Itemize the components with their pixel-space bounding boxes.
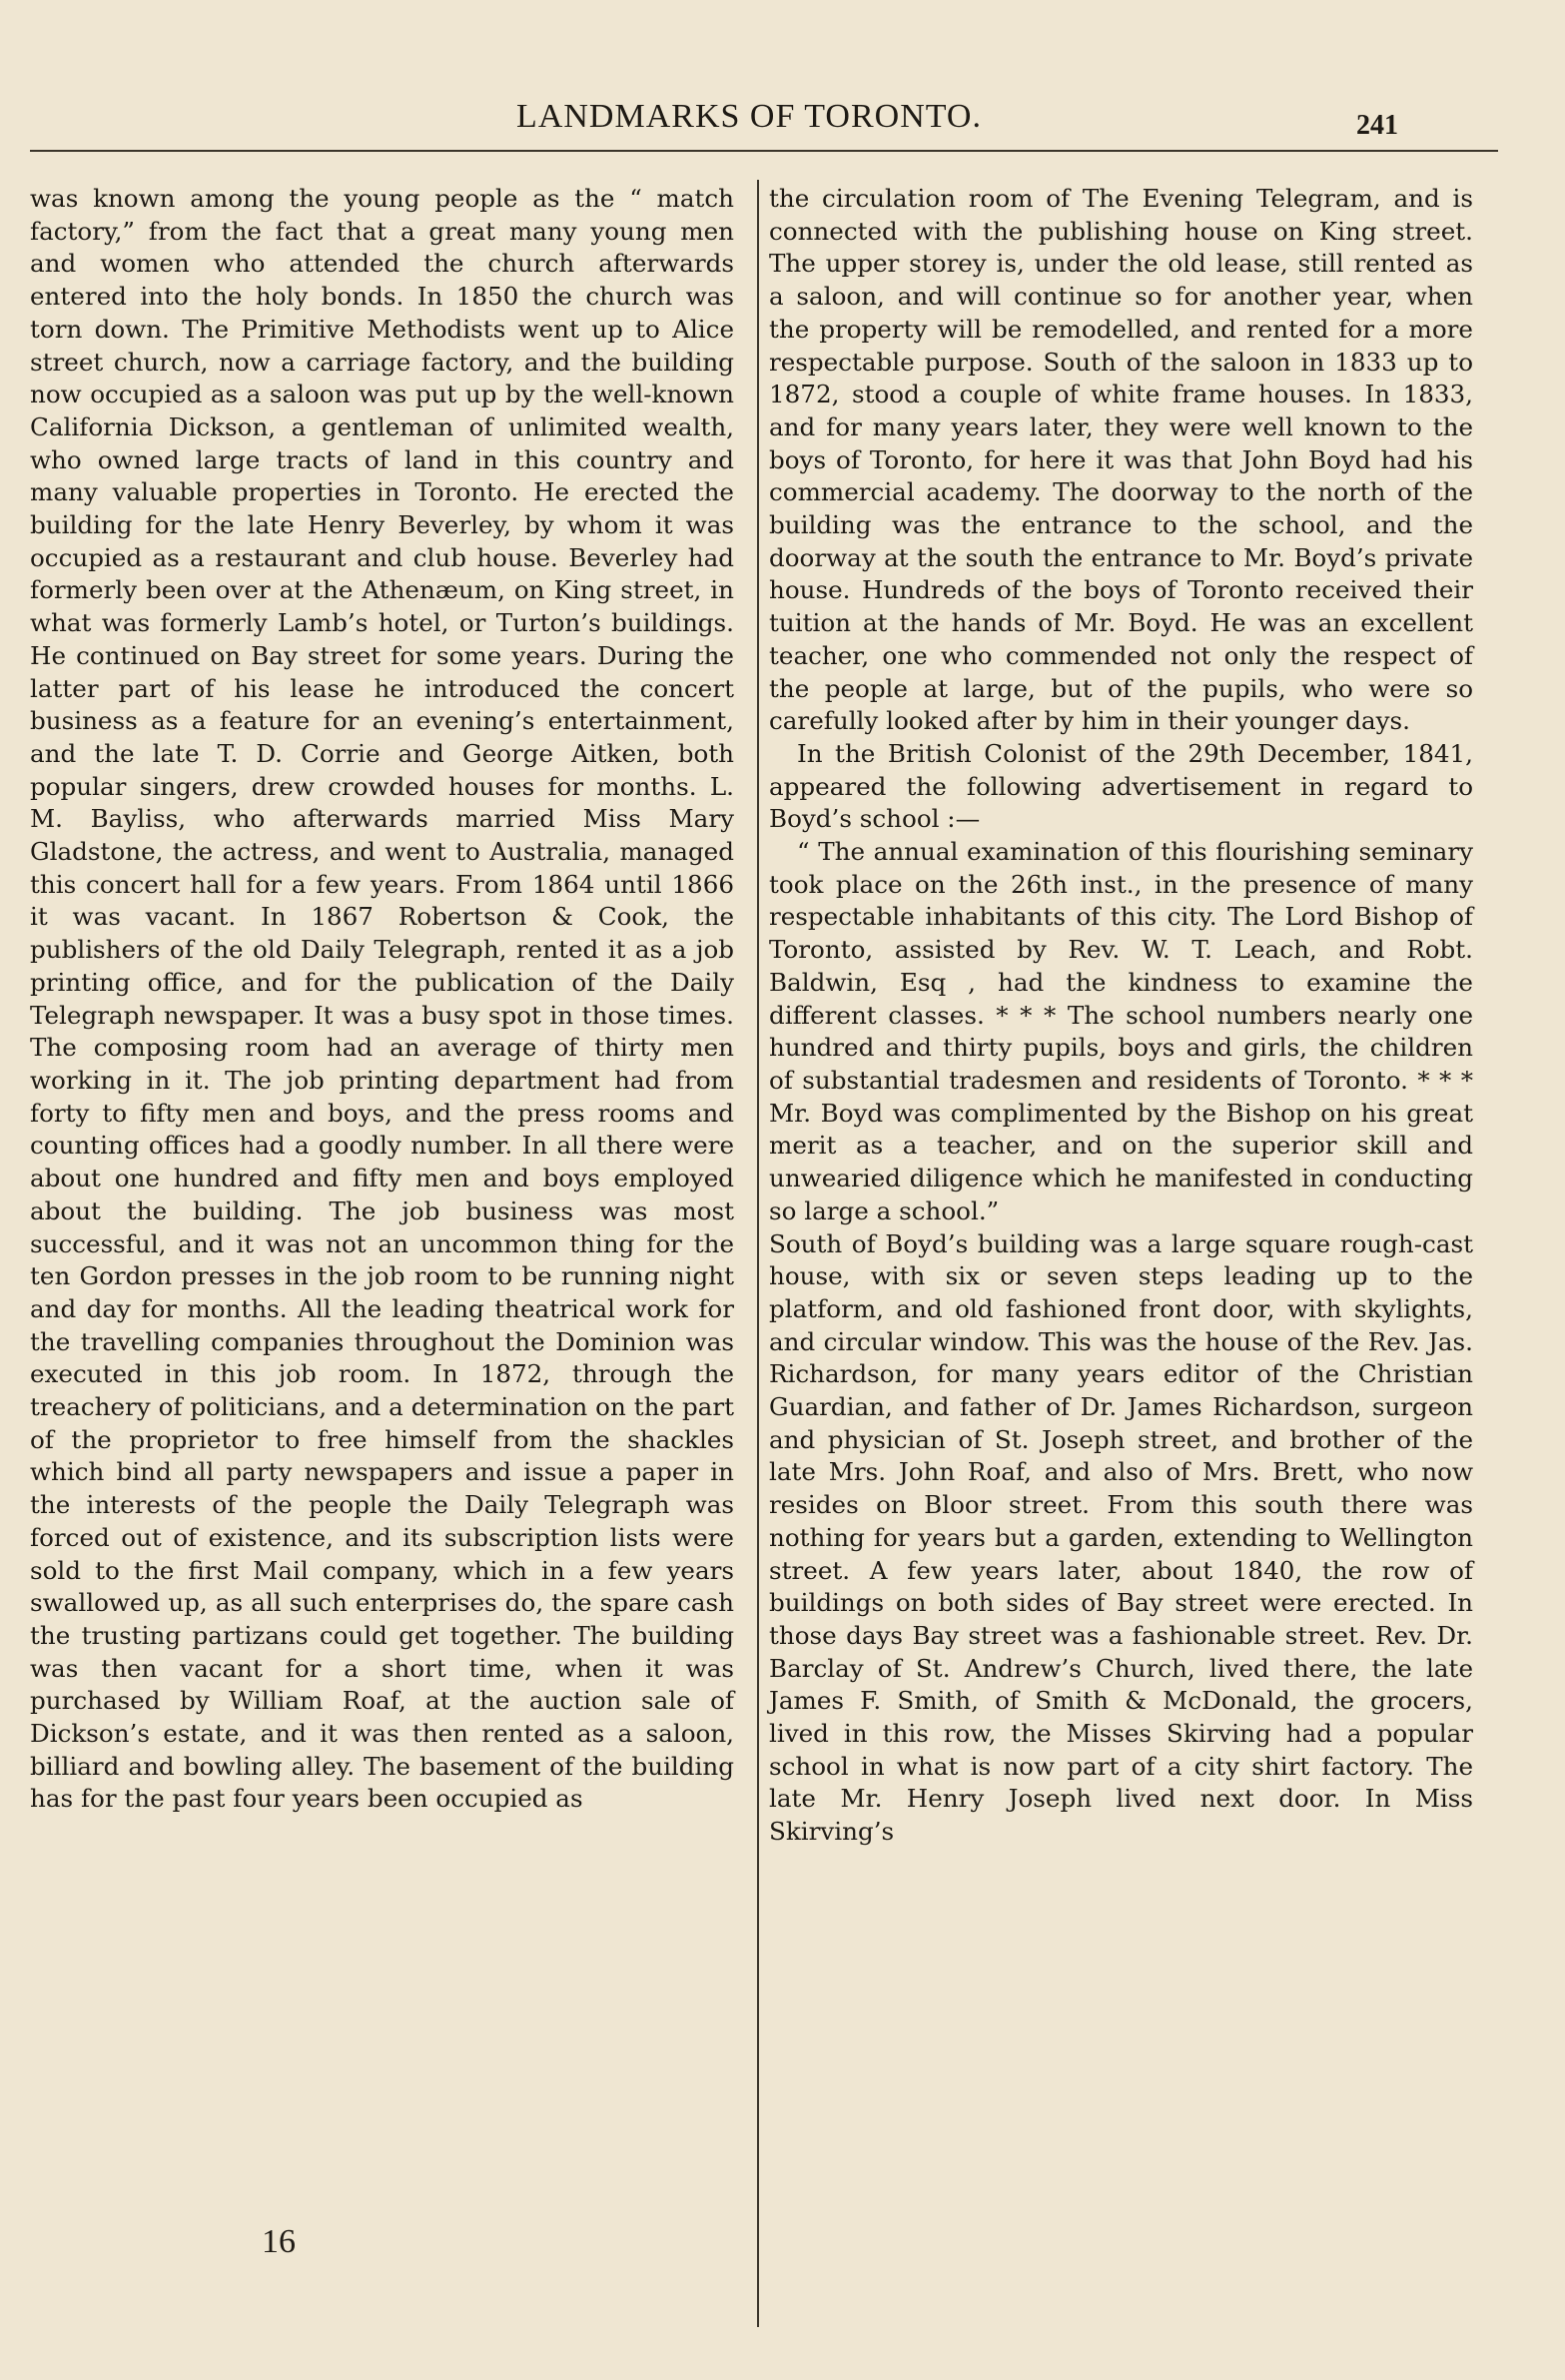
right-paragraph-2: In the British Colonist of the 29th December, 1841, appeared the following advertisement in regard to Boyd’s school :— [769,738,1473,834]
page-number: 241 [1356,110,1398,141]
right-column [769,183,1473,1849]
signature-folio: 16 [262,2223,296,2260]
running-title: LANDMARKS OF TORONTO. [516,98,982,135]
left-paragraph-1: was known among the young people as the “ match factory,” from the fact that a great many young men and women who attended the church afterwards entered into the holy bonds. In 1850 the church was torn down. The Primitive Methodists went up to Alice street church, now a carriage factory, and the building now occupied as a saloon was put up by the well-known California Dickson, a gentleman of unlimited wealth, who owned large tracts of land in this country and many valuable properties in Toronto. He erected the building for the late Henry Beverley, by whom it was occupied as a restaurant and club house. Beverley had formerly been over at the Athenæum, on King street, in what was formerly Lamb’s hotel, or Turton’s buildings. He continued on Bay street for some years. During the latter part of his lease he introduced the concert business as a feature for an evening’s entertainment, and the late T. D. Corrie and George Aitken, both popular singers, drew crowded houses for months. L. M. Bayliss, who afterwards married Miss Mary Gladstone, the actress, and went to Australia, managed this concert hall for a few years. From 1864 until 1866 it was vacant. In 1867 Robertson & Cook, the publishers of the old Daily Telegraph, rented it as a job printing office, and for the publication of the Daily Telegraph newspaper. It was a busy spot in those times. The composing room had an average of thirty men working in it. The job printing department had from forty to fifty men and boys, and the press rooms and counting offices had a goodly number. In all there were about one hundred and fifty men and boys employed about the building. The job business was most successful, and it was not an uncommon thing for the ten Gordon presses in the job room to be running night and day for months. All the leading theatrical work for the travelling companies throughout the Dominion was executed in this job room. In 1872, through the treachery of politicians, and a determination on the part of the proprietor to free himself from the shackles which bind all party newspapers and issue a paper in the interests of the people the Daily Telegraph was forced out of existence, and its subscription lists were sold to the first Mail company, which in a few years swallowed up, as all such enterprises do, the spare cash the trusting partizans could get together. The building was then vacant for a short time, when it was purchased by William Roaf, at the auction sale of Dickson’s estate, and it was then rented as a saloon, billiard and bowling alley. The basement of the building has for the past four years been occupied as [30,184,734,1814]
column-divider [757,180,759,2327]
right-paragraph-4: South of Boyd’s building was a large square rough-cast house, with six or seven steps leading up to the platform, and old fashioned front door, with skylights, and circular window. This was the house of the Rev. Jas. Richardson, for many years editor of the Christian Guardian, and father of Dr. James Richardson, surgeon and physician of St. Joseph street, and brother of the late Mrs. John Roaf, and also of Mrs. Brett, who now resides on Bloor street. From this south there was nothing for years but a garden, extending to Wellington street. A few years later, about 1840, the row of buildings on both sides of Bay street were erected. In those days Bay street was a fashionable street. Rev. Dr. Barclay of St. Andrew’s Church, lived there, the late James F. Smith, of Smith & McDonald, the grocers, lived in this row, the Misses Skirving had a popular school in what is now part of a city shirt factory. The late Mr. Henry Joseph lived next door. In Miss Skirving’s [769,1228,1473,1847]
header-rule [30,150,1498,152]
right-paragraph-3-quotation: “ The annual examination of this flourishing seminary took place on the 26th inst., in the presence of many respectable inhabitants of this city. The Lord Bishop of Toronto, assisted by Rev. W. T. Leach, and Robt. Baldwin, Esq , had the kindness to examine the different classes. * * * The school numbers nearly one hundred and thirty pupils, boys and girls, the children of substantial tradesmen and residents of Toronto. * * * Mr. Boyd was complimented by the Bishop on his great merit as a teacher, and on the superior skill and unwearied diligence which he manifested in conducting so large a school.” [769,837,1473,1225]
left-column [30,183,734,1816]
right-paragraph-1: the circulation room of The Evening Telegram, and is connected with the publishing house on King street. The upper storey is, under the old lease, still rented as a saloon, and will continue so for another year, when the property will be remodelled, and rented for a more respectable purpose. South of the saloon in 1833 up to 1872, stood a couple of white frame houses. In 1833, and for many years later, they were well known to the boys of Toronto, for here it was that John Boyd had his commercial academy. The doorway to the north of the building was the entrance to the school, and the doorway at the south the entrance to Mr. Boyd’s private house. Hundreds of the boys of Toronto received their tuition at the hands of Mr. Boyd. He was an excellent teacher, one who commended not only the respect of the people at large, but of the pupils, who were so carefully looked after by him in their younger days. [769,184,1473,736]
